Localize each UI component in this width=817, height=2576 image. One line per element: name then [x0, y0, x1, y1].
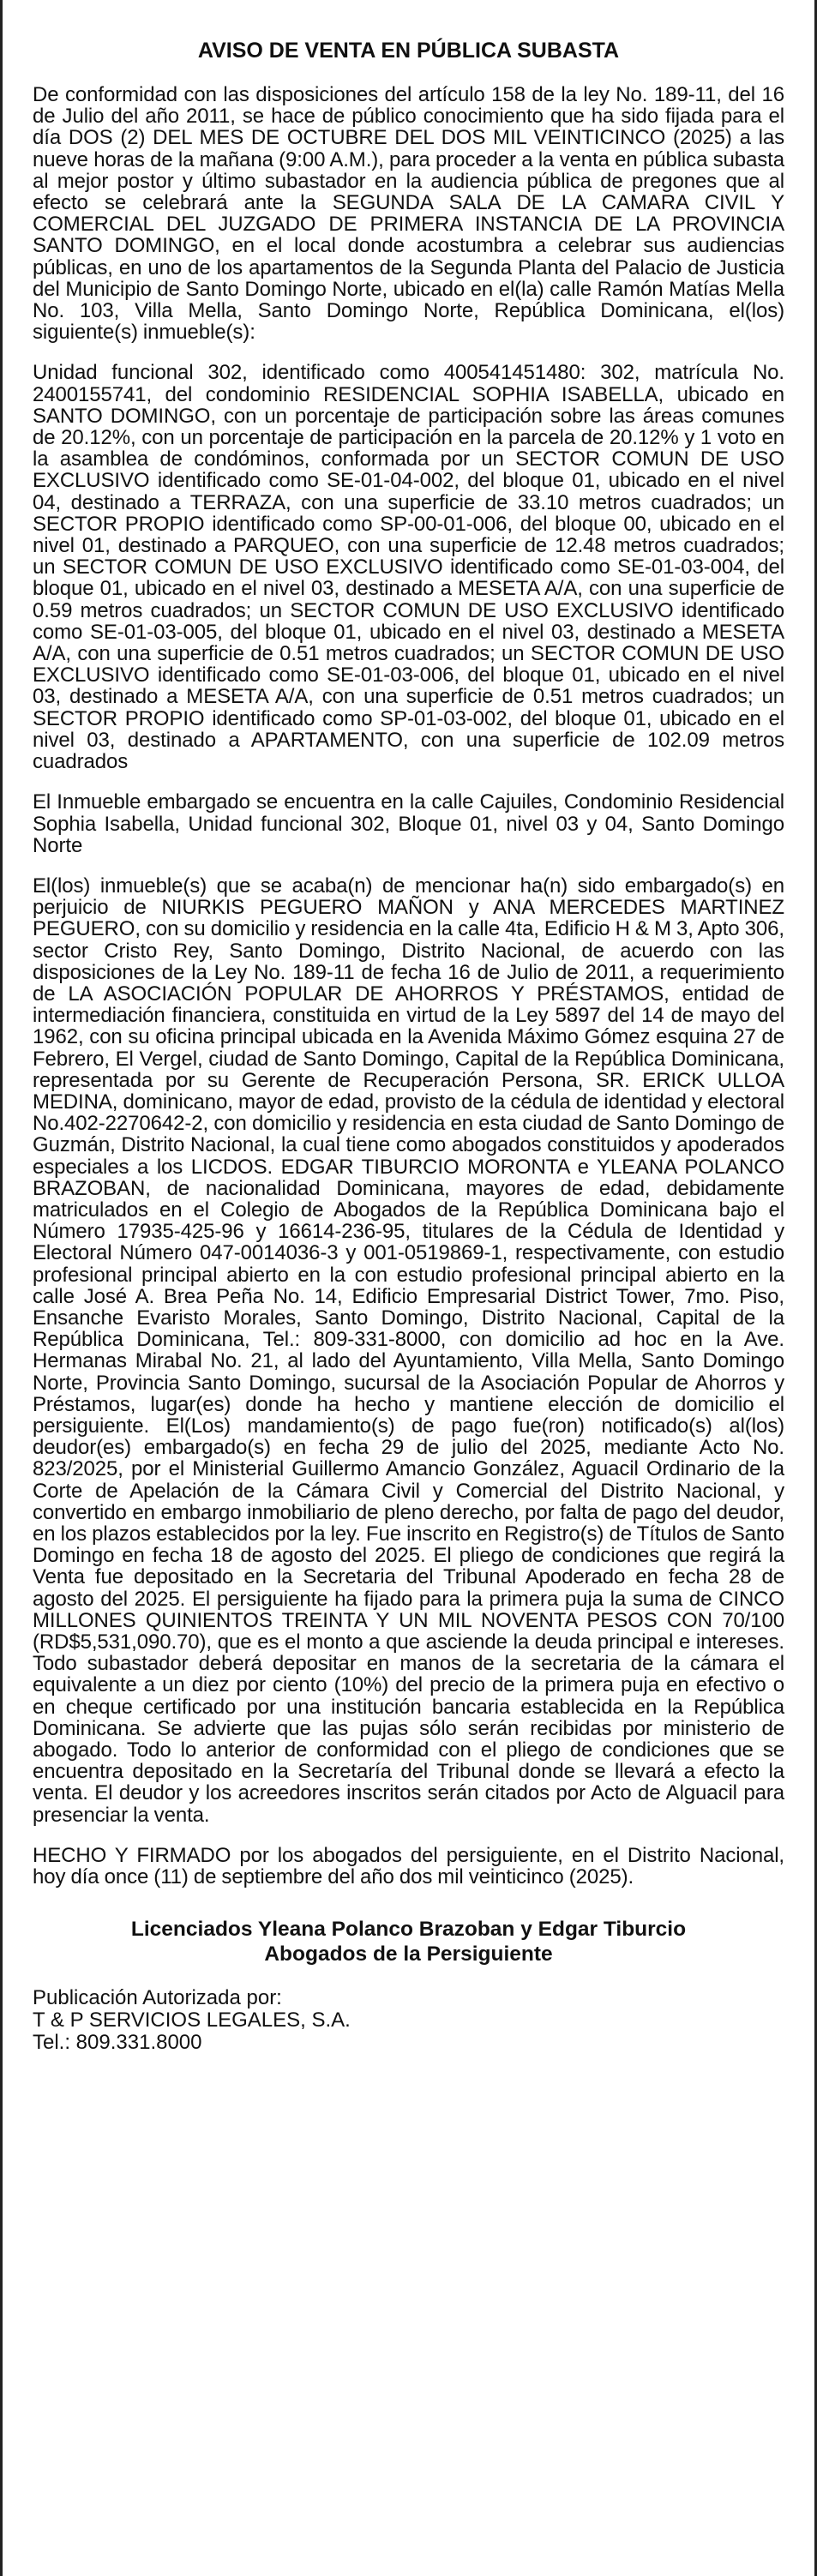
signature-lawyers: Licenciados Yleana Polanco Brazoban y Edgar Tiburcio	[130, 1918, 687, 1942]
paragraph-property-description: Unidad funcional 302, identificado como 400541451480: 302, matrícula No. 2400155741, del condominio RESIDENCIAL SOPHIA ISABELLA, ubicado en SANTO DOMINGO, con un porcentaje de participación sobre las áreas comunes de 20.12%, con un porcentaje de participación en la parcela de 20.12% y 1 voto en la asamblea de condóminos, conformada por un SECTOR COMUN DE USO EXCLUSIVO identificado como SE-01-04-002, del bloque 01, ubicado en el nivel 04, destinado a TERRAZA, con una superficie de 33.10 metros cuadrados; un SECTOR PROPIO identificado como SP-00-01-006, del bloque 00, ubicado en el nivel 01, destinado a PARQUEO, con una superficie de 12.48 metros cuadrados; un SECTOR COMUN DE USO EXCLUSIVO identificado como SE-01-03-004, del bloque 01, ubicado en el nivel 03, destinado a MESETA A/A, con una superficie de 0.59 metros cuadrados; un SECTOR COMUN DE USO EXCLUSIVO identificado como SE-01-03-005, del bloque 01, ubicado en el nivel 03, destinado a MESETA A/A, con una superficie de 0.51 metros cuadrados; un SECTOR COMUN DE USO EXCLUSIVO identificado como SE-01-03-006, del bloque 01, ubicado en el nivel 03, destinado a MESETA A/A, con una superficie de 0.51 metros cuadrados; un SECTOR PROPIO identificado como SP-01-03-002, del bloque 01, ubicado en el nivel 03, destinado a APARTAMENTO, con una superficie de 102.09 metros cuadrados	[33, 361, 784, 774]
notice-title: AVISO DE VENTA EN PÚBLICA SUBASTA	[197, 39, 620, 63]
signature-block	[33, 1917, 784, 1967]
footer-company: T & P SERVICIOS LEGALES, S.A.	[33, 2009, 351, 2033]
paragraph-seizure-details: El(los) inmueble(s) que se acaba(n) de mencionar ha(n) sido embargado(s) en perjuicio de NIURKIS PEGUERO MAÑON y ANA MERCEDES MARTINEZ PEGUERO, con su domicilio y residencia en la calle 4ta, Edificio H & M 3, Apto 306, sector Cristo Rey, Santo Domingo, Distrito Nacional, de acuerdo con las disposiciones de la Ley No. 189-11 de fecha 16 de Julio de 2011, a requerimiento de LA ASOCIACIÓN POPULAR DE AHORROS Y PRÉSTAMOS, entidad de intermediación financiera, constituida en virtud de la Ley 5897 del 14 de mayo del 1962, con su oficina principal ubicada en la Avenida Máximo Gómez esquina 27 de Febrero, El Vergel, ciudad de Santo Domingo, Capital de la República Dominicana, representada por su Gerente de Recuperación Persona, SR. ERICK ULLOA MEDINA, dominicano, mayor de edad, provisto de la cédula de identidad y electoral No.402-2270642-2, con domicilio y residencia en esta ciudad de Santo Domingo de Guzmán, Distrito Nacional, la cual tiene como abogados constituidos y apoderados especiales a los LICDOS. EDGAR TIBURCIO MORONTA e YLEANA POLANCO BRAZOBAN, de nacionalidad Dominicana, mayores de edad, debidamente matriculados en el Colegio de Abogados de la República Dominicana bajo el Número 17935-425-96 y 16614-236-95, titulares de la Cédula de Identidad y Electoral Número 047-0014036-3 y 001-0519869-1, respectivamente, con estudio profesional principal abierto en la con estudio profesional principal abierto en la calle José A. Brea Peña No. 14, Edificio Empresarial District Tower, 7mo. Piso, Ensanche Evaristo Morales, Santo Domingo, Distrito Nacional, Capital de la República Dominicana, Tel.: 809-331-8000, con domicilio ad hoc en la Ave. Hermanas Mirabal No. 21, al lado del Ayuntamiento, Villa Mella, Santo Domingo Norte, Provincia Santo Domingo, sucursal de la Asociación Popular de Ahorros y Préstamos, lugar(es) donde ha hecho y mantiene elección de domicilio el persiguiente. El(Los) mandamiento(s) de pago fue(ron) notificado(s) al(los) deudor(es) embargado(s) en fecha 29 de julio del 2025, mediante Acto No. 823/2025, por el Ministerial Guillermo Amancio González, Aguacil Ordinario de la Corte de Apelación de la Cámara Civil y Comercial del Distrito Nacional, y convertido en embargo inmobiliario de pleno derecho, por falta de pago del deudor, en los plazos establecidos por la ley. Fue inscrito en Registro(s) de Títulos de Santo Domingo en fecha 18 de agosto del 2025. El pliego de condiciones que regirá la Venta fue depositado en la Secretaria del Tribunal Apoderado en fecha 28 de agosto del 2025. El persiguiente ha fijado para la primera puja la suma de CINCO MILLONES QUINIENTOS TREINTA Y UN MIL NOVENTA PESOS CON 70/100 (RD$5,531,090.70), que es el monto a que asciende la deuda principal e intereses. Todo subastador deberá depositar en manos de la secretaria de la cámara el equivalente a un diez por ciento (10%) del precio de la primera puja en efectivo o en cheque certificado por una institución bancaria establecida en la República Dominicana. Se advierte que las pujas sólo serán recibidas por ministerio de abogado. Todo lo anterior de conformidad con el pliego de condiciones que se encuentra depositado en la Secretaría del Tribunal donde se llevará a efecto la venta. El deudor y los acreedores inscritos serán citados por Acto de Alguacil para presenciar la venta.	[33, 874, 784, 1827]
publication-footer	[33, 1987, 784, 2054]
paragraph-signed-date: HECHO Y FIRMADO por los abogados del persiguiente, en el Distrito Nacional, hoy día once (11) de septiembre del año dos mil veinticinco (2025).	[33, 1843, 784, 1889]
footer-phone: Tel.: 809.331.8000	[33, 2031, 202, 2055]
signature-role: Abogados de la Persiguiente	[264, 1943, 553, 1967]
paragraph-auction-announcement: De conformidad con las disposiciones del artículo 158 de la ley No. 189-11, del 16 de Julio del año 2011, se hace de público conocimiento que ha sido fijada para el día DOS (2) DEL MES DE OCTUBRE DEL DOS MIL VEINTICINCO (2025) a las nueve horas de la mañana (9:00 A.M.), para proceder a la venta en pública subasta al mejor postor y último subastador en la audiencia pública de pregones que al efecto se celebrará ante la SEGUNDA SALA DE LA CAMARA CIVIL Y COMERCIAL DEL JUZGADO DE PRIMERA INSTANCIA DE LA PROVINCIA SANTO DOMINGO, en el local donde acostumbra a celebrar sus audiencias públicas, en uno de los apartamentos de la Segunda Planta del Palacio de Justicia del Municipio de Santo Domingo Norte, ubicado en el(la) calle Ramón Matías Mella No. 103, Villa Mella, Santo Domingo Norte, República Dominicana, el(los) siguiente(s) inmueble(s):	[33, 83, 784, 345]
footer-authorized-label: Publicación Autorizada por:	[33, 1986, 282, 2010]
paragraph-property-location: El Inmueble embargado se encuentra en la calle Cajuiles, Condominio Residencial Sophia Isabella, Unidad funcional 302, Bloque 01, nivel 03 y 04, Santo Domingo Norte	[33, 790, 784, 857]
